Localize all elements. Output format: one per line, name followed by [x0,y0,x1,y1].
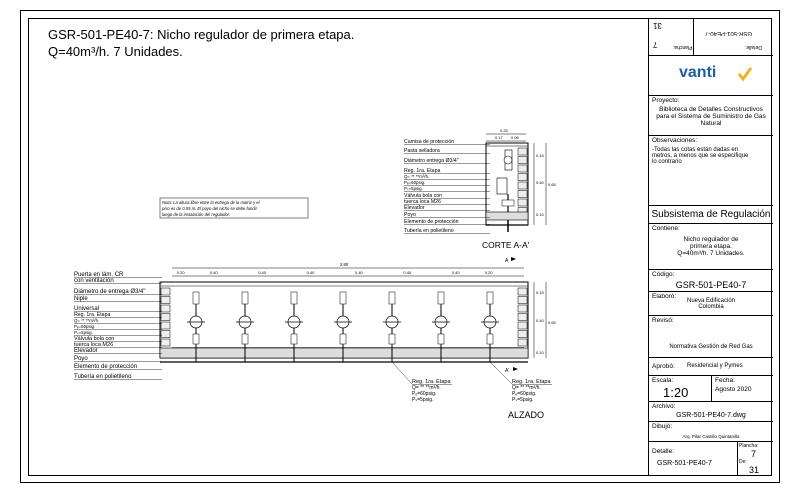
section-dim-top-1: 0.25 [500,128,508,133]
elev-spacing-dim: 0.40 [403,270,412,275]
elevation-label: con ventilación [74,278,114,284]
tb-drawn-value: Arq. Pilar Castillo Quintanilla [682,434,740,439]
tb-code-label: Código: [652,271,675,278]
section-label: Pₑ=60psig. [404,180,426,185]
callout-text: Reg. 1ra. Etapa [512,379,551,385]
tb-logo-row [649,56,773,96]
section-dim-right-2: 0.40 [536,180,544,185]
elevation-label: Pₑ=60psig. [74,324,96,329]
elev-spacing-dim: 0.20 [176,270,185,275]
tb-subsystem-row [649,206,773,224]
tb-file-label: Archivo: [652,403,676,410]
elev-spacing-dim: 0.40 [355,270,363,275]
tb-observations-value: -Todas las cotas están dadas en metros, a menos que se especifique lo contrario [652,147,749,165]
section-marker-a: A [505,258,509,264]
elevation-label: tuerca loca M26 [74,342,114,348]
tb-drawn-row [649,422,773,442]
tb-project-row [649,96,773,136]
tb-approved-row [649,358,773,376]
callout-text: Pₛ=5psig. [512,397,534,403]
elev-dim-right-3: 0.10 [536,350,544,355]
callout-text: Pₑ=60psig. [512,391,537,397]
elevation-label: Pₛ=5psig. [74,330,93,335]
elevation-label: Diámetro de entrega Ø3/4" [74,289,146,295]
tb-of-value: 31 [749,465,760,475]
tb-file-row [649,402,773,422]
tb-project-label: Proyecto: [652,97,680,104]
tb-detail-label: Detalle: [652,448,675,455]
tb-scale-label: Escala: [652,377,674,384]
section-marker-a2: A' [505,368,510,374]
tb-sheet-value: 7 [751,449,757,459]
section-label: Poyo [404,212,416,218]
elev-dim-right-2: 0.40 [536,318,544,323]
elev-dim-right-1: 0.15 [536,290,544,295]
callout-text: Pₑ=60psig. [412,391,437,397]
tb-detail-value: GSR-501-PE40-7 [657,460,712,467]
tb-approved-value: Residencial y Pymes [687,363,743,369]
tb-scale-value: 1:20 [663,385,689,400]
tb-project-value: Biblioteca de Detalles Constructivos para el Sistema de Suministro de Gas Natural [656,106,766,127]
tb-date-value: Agosto 2020 [715,386,752,393]
section-dim-top-3: 0.06 [511,135,519,140]
elevation-label: Q= ** **m³/h. [74,318,100,323]
section-label: Válvula bola con [404,193,443,199]
tb-footer-row [649,442,773,476]
tb-contains-label: Contiene: [652,225,680,232]
section-label: tuerca loca M26 [404,199,441,205]
elev-spacing-dim: 0.20 [484,270,493,275]
tb-prepared-row [649,292,773,316]
elevation-label: Puerta en lám. CR [74,272,124,278]
tb-sheet-value-rot: 7 [653,40,658,49]
section-title: CORTE A-A' [482,240,530,250]
section-label: Pasta selladora [404,148,440,154]
tb-observations-label: Observaciones: [652,137,698,144]
tb-prepared-label: Elaboró: [652,293,677,300]
section-view [404,128,557,250]
callout-text: Pₛ=5psig. [412,397,434,403]
elevation-view [74,257,557,420]
note-line3: luego de la instalación del regulador. [162,212,231,217]
elevation-label: Universal [74,306,100,312]
drawing-title-line2: Q=40m³/h. 7 Unidades. [48,44,183,59]
tb-contains-value: Nicho regulador de primera etapa. Q=40m³/h. 7 Unidades. [677,236,745,257]
elev-spacing-dim: 0.40 [451,270,460,275]
elevation-label: Niple [74,296,88,302]
drawing-title-line1: GSR-501-PE40-7: Nicho regulador de primera etapa. [48,27,355,42]
elevation-title: ALZADO [508,410,545,420]
title-block [648,18,773,476]
section-label: Q= ** **m³/h. [404,174,430,179]
elevation-label: Válvula bola con [74,336,115,342]
elevation-label: Elevador [74,348,98,354]
tb-detail-label-rot: Detalle: [745,44,762,50]
tb-drawn-label: Dibujó: [652,423,673,430]
tb-header-row [649,18,773,56]
section-label: Tubería en polietileno [404,228,454,234]
elev-dim-right-4: 0.65 [548,320,556,325]
brand-logo: vanti [679,64,717,81]
section-label: Elemento de protección [404,219,459,225]
section-dim-top-2: 0.17 [495,135,503,140]
tb-contains-row [649,224,773,270]
tb-code-row [649,270,773,292]
elev-total-dim: 2.80 [340,262,349,267]
elevation-label: Poyo [74,356,88,362]
section-label: Camisa de protección [404,139,455,145]
section-label: Elevador [404,205,425,211]
tb-sheet-label-rot: Plancha: [673,44,693,50]
tb-date-label: Fecha: [715,377,735,384]
tb-prepared-value: Nueva Edificación Colombia [686,298,736,310]
tb-reviewed-value: Normativa Gestión de Red Gas [669,344,753,350]
note-line2: piso es de 0.55 m. El poyo del nicho se debe fundir [162,206,257,211]
tb-detail-value-rot: GSR-501-PE40-7 [705,30,753,36]
elevation-label: Reg. 1ra. Etapa [74,312,111,318]
section-dim-right-4: 0.65 [548,182,556,187]
callout-text: Reg. 1ra. Etapa [412,379,451,385]
tb-reviewed-row [649,316,773,358]
check-icon [737,66,753,82]
note-line1: Nota: La altura libre entre la entrega de la matriz y el [162,200,260,205]
section-label: Pₛ=5psig. [404,186,423,191]
elevation-label: Elemento de protección [74,364,138,370]
section-label: Diámetro entrega Ø3/4" [404,158,459,164]
tb-of-label: De: [739,459,747,465]
elevation-label: Tubería en polietileno [74,374,132,380]
tb-of-value-rot: 31 [653,21,662,30]
tb-sheet-label: Plancha: [739,443,759,449]
tb-subsystem: Subsistema de Regulación [651,209,771,220]
section-dim-right-1: 0.15 [536,153,544,158]
tb-file-value: GSR-501-PE40-7.dwg [676,412,746,419]
tb-observations-row [649,136,773,206]
section-label: Reg. 1ra. Etapa [404,168,441,174]
callout-text: Q= ** **m³/h. [412,385,441,391]
elev-spacing-dim: 0.40 [306,270,315,275]
tb-approved-label: Aprobó: [652,363,675,370]
section-dim-right-3: 0.10 [536,212,544,217]
elev-spacing-dim: 0.40 [209,270,218,275]
callout-text: Q= ** **m³/h. [512,385,541,391]
elev-spacing-dim: 0.40 [258,270,266,275]
tb-code-value: GSR-501-PE40-7 [675,280,747,290]
tb-scale-row [649,376,773,402]
tb-reviewed-label: Revisó: [652,317,674,324]
